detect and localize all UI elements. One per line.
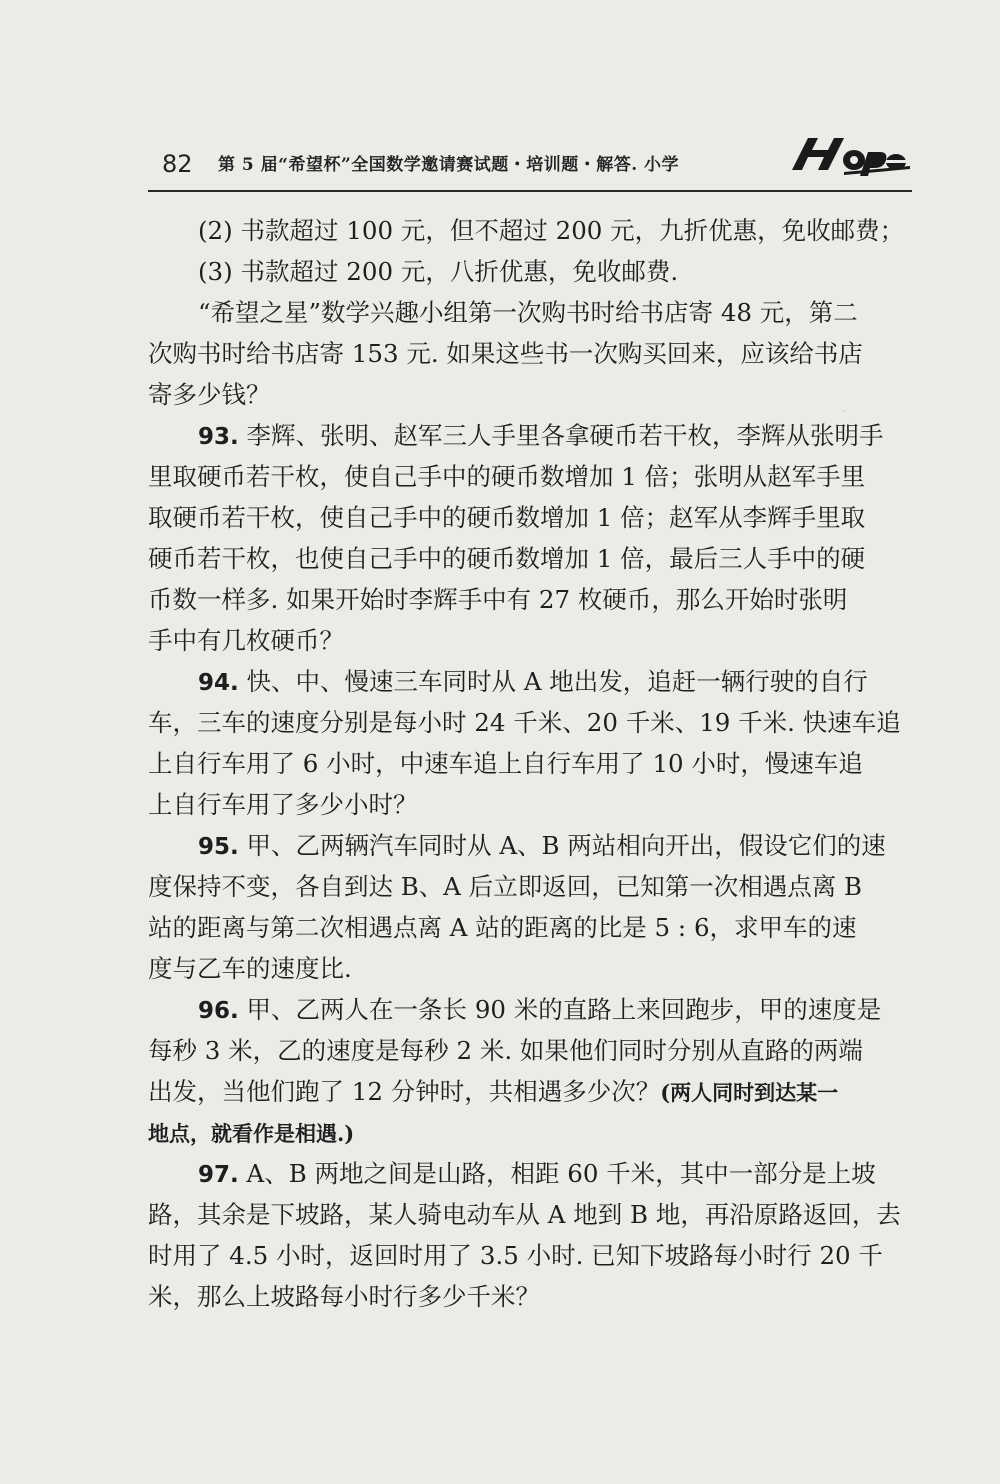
text-line: 车，三车的速度分别是每小时 24 千米、20 千米、19 千米. 快速车追 (148, 708, 901, 737)
text-line (148, 1112, 916, 1153)
text-line: 每秒 3 米，乙的速度是每秒 2 米. 如果他们同时分别从直路的两端 (148, 1036, 863, 1065)
problem-95: 95. 甲、乙两辆汽车同时从 A、B 两站相向开出，假设它们的速 (198, 831, 886, 860)
hope-logo-icon (784, 130, 912, 178)
problem-96: 96. 甲、乙两人在一条长 90 米的直路上来回跑步，甲的速度是 (198, 995, 882, 1024)
problem-number: 96. (198, 998, 239, 1024)
problem-number: 95. (198, 834, 239, 860)
text-line: 米，那么上坡路每小时行多少千米？ (148, 1282, 540, 1311)
text-line: 币数一样多. 如果开始时李辉手中有 27 枚硬币，那么开始时张明 (148, 585, 848, 614)
text-line: 上自行车用了多少小时？ (148, 790, 418, 819)
text-line: 手中有几枚硬币？ (148, 626, 344, 655)
problem-number: 94. (198, 670, 239, 696)
text-line: “希望之星”数学兴趣小组第一次购书时给书店寄 48 元，第二 (198, 298, 858, 327)
running-title: 第 5 届“希望杯”全国数学邀请赛试题・培训题・解答. 小学 (218, 155, 680, 175)
text-line: (3) 书款超过 200 元，八折优惠，免收邮费. (198, 257, 679, 286)
problem-number: 97. (198, 1162, 239, 1188)
problem-number: 93. (198, 424, 239, 450)
text-line: 度保持不变，各自到达 B、A 后立即返回，已知第一次相遇点离 B (148, 872, 863, 901)
text-line: 里取硬币若干枚，使自己手中的硬币数增加 1 倍；张明从赵军手里 (148, 462, 866, 491)
text-line: 取硬币若干枚，使自己手中的硬币数增加 1 倍；赵军从李辉手里取 (148, 503, 866, 532)
text-line: (2) 书款超过 100 元，但不超过 200 元，九折优惠，免收邮费； (198, 216, 905, 245)
text-line: 站的距离与第二次相遇点离 A 站的距离的比是 5 : 6，求甲车的速 (148, 913, 857, 942)
text-line: 度与乙车的速度比. (148, 954, 352, 983)
bleed-through-mark: · (840, 400, 847, 425)
text-line: 寄多少钱？ (148, 380, 271, 409)
text-line: 上自行车用了 6 小时，中速车追上自行车用了 10 小时，慢速车追 (148, 749, 863, 778)
text-line: 硬币若干枚，也使自己手中的硬币数增加 1 倍，最后三人手中的硬 (148, 544, 866, 573)
problem-97: 97. A、B 两地之间是山路，相距 60 千米，其中一部分是上坡 (198, 1159, 876, 1188)
problem-note: 地点，就看作是相遇.) (148, 1121, 355, 1146)
text-line: 时用了 4.5 小时，返回时用了 3.5 小时. 已知下坡路每小时行 20 千 (148, 1241, 883, 1270)
problem-93: 93. 李辉、张明、赵军三人手里各拿硬币若干枚，李辉从张明手 (198, 421, 884, 450)
text-line: 出发，当他们跑了 12 分钟时，共相遇多少次？(两人同时到达某一 (148, 1077, 839, 1106)
page-header (148, 128, 912, 188)
page-body (148, 210, 916, 1317)
text-line: 次购书时给书店寄 153 元. 如果这些书一次购买回来，应该给书店 (148, 339, 863, 368)
page-number: 82 (162, 150, 193, 178)
header-rule (148, 190, 912, 192)
problem-94: 94. 快、中、慢速三车同时从 A 地出发，追赶一辆行驶的自行 (198, 667, 868, 696)
problem-note: (两人同时到达某一 (660, 1080, 839, 1105)
text-line: 路，其余是下坡路，某人骑电动车从 A 地到 B 地，再沿原路返回，去 (148, 1200, 901, 1229)
